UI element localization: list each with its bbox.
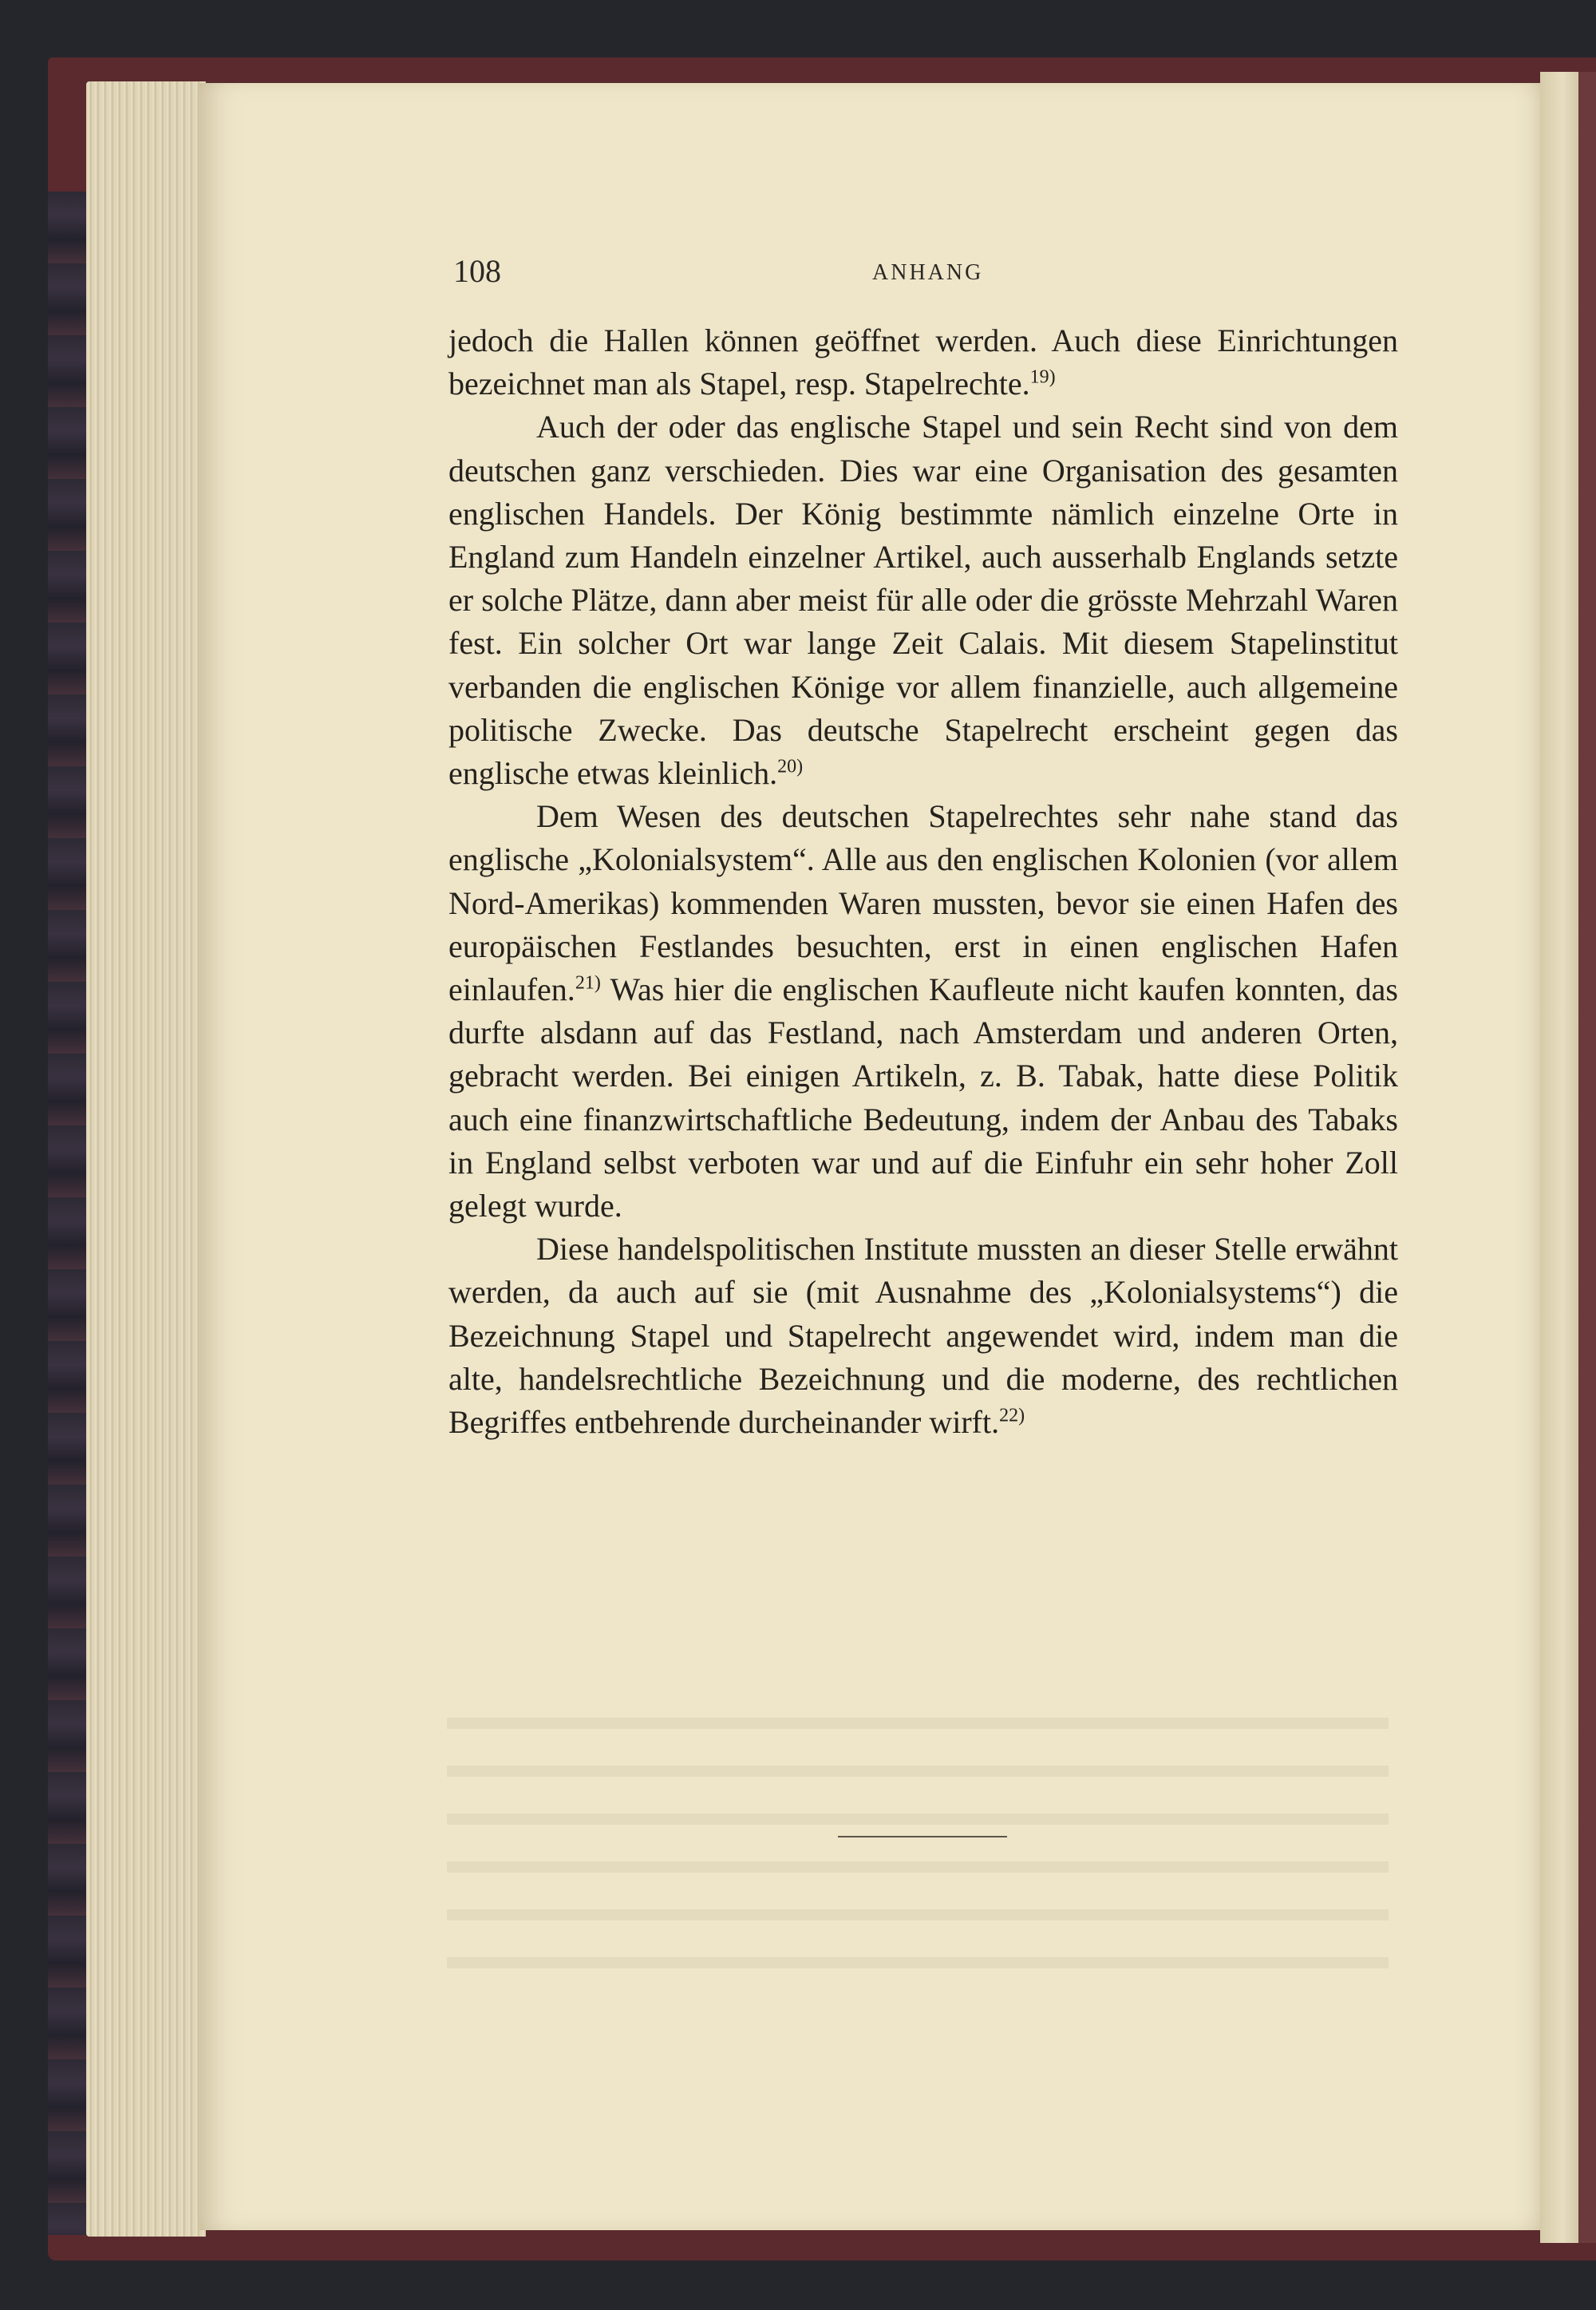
right-cover-edge — [1578, 72, 1596, 2243]
paragraph-2: Auch der oder das englische Stapel und sein Recht sind von dem deutschen ganz verschieden. Dies war eine Organisation des gesamten englischen Handels. Der König bestimmte nämlich einzelne Orte in England zum Handeln einzelner Artikel, auch ausserhalb Englands setzte er solche Plätze, dann aber meist für alle oder die grösste Mehrzahl Waren fest. Ein solcher Ort war lange Zeit Calais. Mit diesem Stapelinstitut verbanden die englischen Könige vor allem finanzielle, auch allgemeine politische Zwecke. Das deutsche Stapelrecht erscheint gegen das englische etwas kleinlich.$^{20)}$ — [448, 409, 1398, 792]
running-head: ANHANG — [872, 260, 984, 285]
body-text — [448, 319, 1398, 1444]
book-spine — [48, 192, 88, 2235]
page-number: 108 — [453, 253, 501, 289]
footnote-ref-20: 20) — [777, 756, 804, 777]
footnote-ref-19: 19) — [1029, 366, 1056, 388]
paragraph-1: jedoch die Hallen können geöffnet werden. Auch diese Einrichtungen bezeichnet man als Stapel, resp. Stapelrechte.$^{19)}$ — [448, 322, 1398, 402]
footnote-ref-22: 22) — [999, 1405, 1025, 1426]
footnote-separator — [838, 1836, 1007, 1837]
paragraph-4: Diese handelspolitischen Institute mussten an dieser Stelle erwähnt werden, da auch auf sie (mit Ausnahme des „Kolonialsystems“) die Bezeichnung Stapel und Stapelrecht angewendet wird, indem man die alte, handelsrechtliche Bezeichnung und die moderne, des rechtlichen Begriffes entbehrende durcheinander wirft.$^{22)}$ — [448, 1231, 1398, 1441]
page-header — [453, 249, 1399, 294]
paragraph-3: Dem Wesen des deutschen Stapelrechtes sehr nahe stand das englische „Kolonialsystem“. Alle aus den englischen Kolonien (vor allem Nord-Amerikas) kommenden Waren mussten, bevor sie einen Hafen des europäischen Festlandes besuchten, erst in einen englischen Hafen einlaufen.$^{21)}$ Was hier die englischen Kaufleute nicht kaufen konnten, das durfte alsdann auf das Festland, nach Amsterdam und anderen Orten, gebracht werden. Bei einigen Artikeln, z. B. Tabak, hatte diese Politik auch eine finanzwirtschaftliche Bedeutung, indem der Anbau des Tabaks in England selbst verboten war und auf die Einfuhr ein sehr hoher Zoll gelegt wurde. — [448, 798, 1398, 1224]
bleed-through-text — [447, 1700, 1389, 1980]
page-stack-edge — [86, 81, 206, 2237]
footnote-ref-21: 21) — [575, 972, 601, 994]
